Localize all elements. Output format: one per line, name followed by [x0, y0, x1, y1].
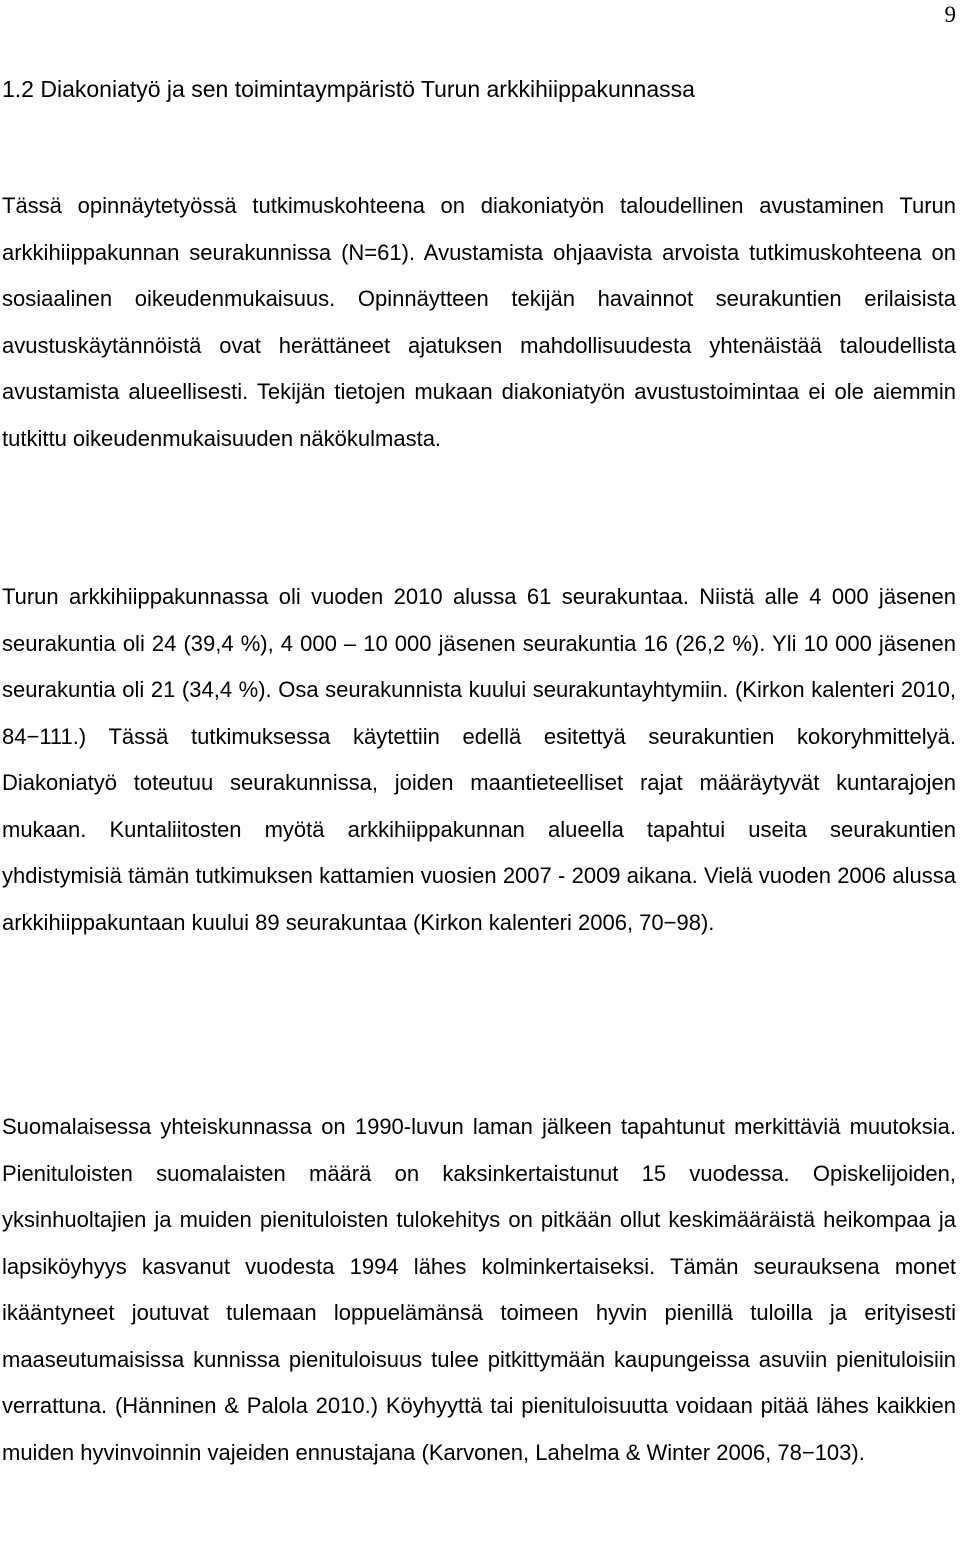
- paragraph-3: Suomalaisessa yhteiskunnassa on 1990-luvun laman jälkeen tapahtunut merkittäviä muutoksia. Pienituloisten suomalaisten määrä on kaksinkertaistunut 15 vuodessa. Opiskelijoiden, yksinhuoltajien ja muiden pienituloisten tulokehitys on pitkään ollut keskimääräistä heikompaa ja lapsiköyhyys kasvanut vuodesta 1994 lähes kolminkertaiseksi. Tämän seurauksena monet ikääntyneet joutuvat tulemaan loppuelämänsä toimeen hyvin pienillä tuloilla ja erityisesti maaseutumaisissa kunnissa pienituloisuus tulee pitkittymään kaupungeissa asuviin pienituloisiin verrattuna. (Hänninen & Palola 2010.) Köyhyyttä tai pienituloisuutta voidaan pitää lähes kaikkien muiden hyvinvoinnin vajeiden ennustajana (Karvonen, Lahelma & Winter 2006, 78−103).: [2, 1114, 956, 1465]
- paragraph-1: Tässä opinnäytetyössä tutkimuskohteena on diakoniatyön taloudellinen avustaminen Turun arkkihiippakunnan seurakunnissa (N=61). Avustamista ohjaavista arvoista tutkimuskohteena on sosiaalinen oikeudenmukaisuus. Opinnäytteen tekijän havainnot seurakuntien erilaisista avustuskäytännöistä ovat herättäneet ajatuksen mahdollisuudesta yhtenäistää taloudellista avustamista alueellisesti. Tekijän tietojen mukaan diakoniatyön avustustoimintaa ei ole aiemmin tutkittu oikeudenmukaisuuden näkökulmasta.: [2, 193, 956, 451]
- paragraph-2: Turun arkkihiippakunnassa oli vuoden 2010 alussa 61 seurakuntaa. Niistä alle 4 000 jäsenen seurakuntia oli 24 (39,4 %), 4 000 – 10 000 jäsenen seurakuntia 16 (26,2 %). Yli 10 000 jäsenen seurakuntia oli 21 (34,4 %). Osa seurakunnista kuului seurakuntayhtymiin. (Kirkon kalenteri 2010, 84−111.) Tässä tutkimuksessa käytettiin edellä esitettyä seurakuntien kokoryhmittelyä. Diakoniatyö toteutuu seurakunnissa, joiden maantieteelliset rajat määräytyvät kuntarajojen mukaan. Kuntaliitosten myötä arkkihiippakunnan alueella tapahtui useita seurakuntien yhdistymisiä tämän tutkimuksen kattamien vuosien 2007 - 2009 aikana. Vielä vuoden 2006 alussa arkkihiippakuntaan kuului 89 seurakuntaa (Kirkon kalenteri 2006, 70−98).: [2, 584, 956, 935]
- section-heading: 1.2 Diakoniatyö ja sen toimintaympäristö Turun arkkihiippakunnassa: [2, 76, 695, 102]
- page-number: 9: [944, 2, 956, 27]
